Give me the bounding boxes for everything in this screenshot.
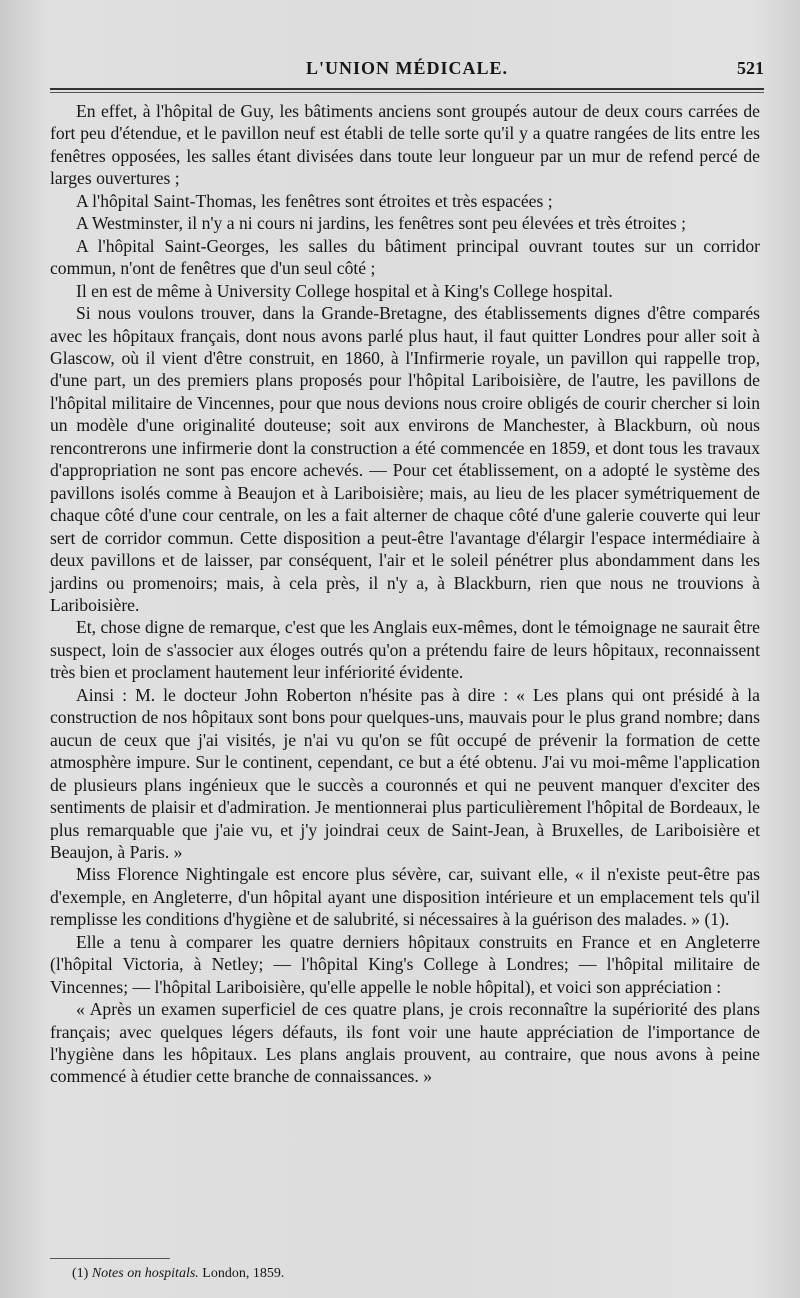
page-header: [50, 52, 764, 84]
header-rule: [50, 88, 764, 90]
paragraph-quote-appreciation: « Après un examen superficiel de ces quatre plans, je crois reconnaître la supériorité des plans français; avec quelques légers défauts, ils font voir une haute appréciation de l'importance de l'hygiène dans les hôpitaux. Les plans anglais prouvent, au contraire, que nous avons à peine commencé à étudier cette branche de connaissances. »: [50, 999, 760, 1087]
paragraph: Et, chose digne de remarque, c'est que les Anglais eux-mêmes, dont le témoignage ne saurait être suspect, loin de s'associer aux éloges outrés qu'on a prétendu faire de leurs hôpitaux, reconnaissent très bien et proclament hautement leur infériorité évidente.: [50, 617, 760, 683]
footnote: [72, 1266, 284, 1282]
header-rule-thin: [50, 92, 764, 93]
paragraph: En effet, à l'hôpital de Guy, les bâtiments anciens sont groupés autour de deux cours carrées de fort peu d'étendue, et le pavillon neuf est établi de telle sorte qu'il y a quatre rangées de lits entre les fenêtres opposées, les salles étant divisées dans toute leur longueur par un mur de refend percé de larges ouvertures ;: [50, 101, 760, 189]
paragraph-quote-nightingale: Miss Florence Nightingale est encore plus sévère, car, suivant elle, « il n'existe peut-être pas d'exemple, en Angleterre, d'un hôpital ayant une disposition intérieure et un emplacement tels qu'il remplisse les conditions d'hygiène et de salubrité, si nécessaires à la guérison des malades. » (1).: [50, 864, 760, 930]
footnote-title: Notes on hospitals.: [91, 1266, 199, 1281]
paragraph: Il en est de même à University College hospital et à King's College hospital.: [76, 280, 613, 301]
running-title: L'UNION MÉDICALE.: [305, 58, 509, 78]
footnote-marker: (1): [72, 1266, 89, 1281]
paragraph-quote-roberton: Ainsi : M. le docteur John Roberton n'hésite pas à dire : « Les plans qui ont présidé à la construction de nos hôpitaux sont bons pour quelques-uns, mauvais pour le plus grand nombre; dans aucun de ceux que j'ai visités, je n'ai vu qu'on se fût occupé de prévenir la formation de cette atmosphère impure. Sur le continent, cependant, ce but a été obtenu. J'ai vu moi-même l'application de plusieurs plans ingénieux que le succès a couronnés et qui ne peuvent manquer d'exciter des sentiments de plaisir et d'admiration. Je mentionnerai plus particulièrement l'hôpital de Bordeaux, le plus remarquable que j'aie vu, et j'y joindrai ceux de Saint-Jean, à Bruxelles, de Lariboisière et Beaujon, à Paris. »: [50, 684, 760, 862]
paragraph: A Westminster, il n'y a ni cours ni jardins, les fenêtres sont peu élevées et très étroites ;: [76, 213, 686, 234]
footnote-place-date: London, 1859.: [202, 1266, 285, 1281]
page-number: 521: [737, 58, 764, 78]
body-text: [50, 100, 760, 1088]
paragraph: A l'hôpital Saint-Georges, les salles du bâtiment principal ouvrant toutes sur un corridor commun, n'ont de fenêtres que d'un seul côté ;: [50, 235, 760, 279]
paragraph: A l'hôpital Saint-Thomas, les fenêtres sont étroites et très espacées ;: [76, 190, 553, 211]
footnote-rule: [50, 1258, 170, 1259]
paragraph: Elle a tenu à comparer les quatre derniers hôpitaux construits en France et en Angleterre (l'hôpital Victoria, à Netley; — l'hôpital King's College à Londres; — l'hôpital militaire de Vincennes; — l'hôpital Lariboisière, qu'elle appelle le noble hôpital), et voici son appréciation :: [50, 931, 760, 997]
paragraph: Si nous voulons trouver, dans la Grande-Bretagne, des établissements dignes d'être comparés avec les hôpitaux français, dont nous avons parlé plus haut, il faut quitter Londres pour aller soit à Glascow, où il vient d'être construit, en 1860, à l'Infirmerie royale, un pavillon qui rappelle trop, d'une part, un des premiers plans proposés pour l'hôpital Lariboisière, de l'autre, les pavillons de l'hôpital militaire de Vincennes, pour que nous devions nous croire obligés de courir chercher si loin un modèle d'une originalité douteuse; soit aux environs de Manchester, à Blackburn, où nous rencontrerons une infirmerie dont la construction a été commencée en 1859, et dont tous les travaux d'appropriation ne sont pas encore achevés. — Pour cet établissement, on a adopté le système des pavillons isolés comme à Beaujon et à Lariboisière; mais, au lieu de les placer symétriquement de chaque côté d'une cour centrale, on les a fait alterner de chaque côté d'une galerie couverte qui leur sert de corridor commun. Cette disposition a peut-être l'avantage d'élargir l'espace intermédiaire à deux pavillons et de laisser, par conséquent, l'air et le soleil pénétrer plus abondamment dans les jardins ou promenoirs; mais, à cela près, il n'y a, à Blackburn, rien que nous ne trouvions à Lariboisière.: [50, 303, 760, 615]
